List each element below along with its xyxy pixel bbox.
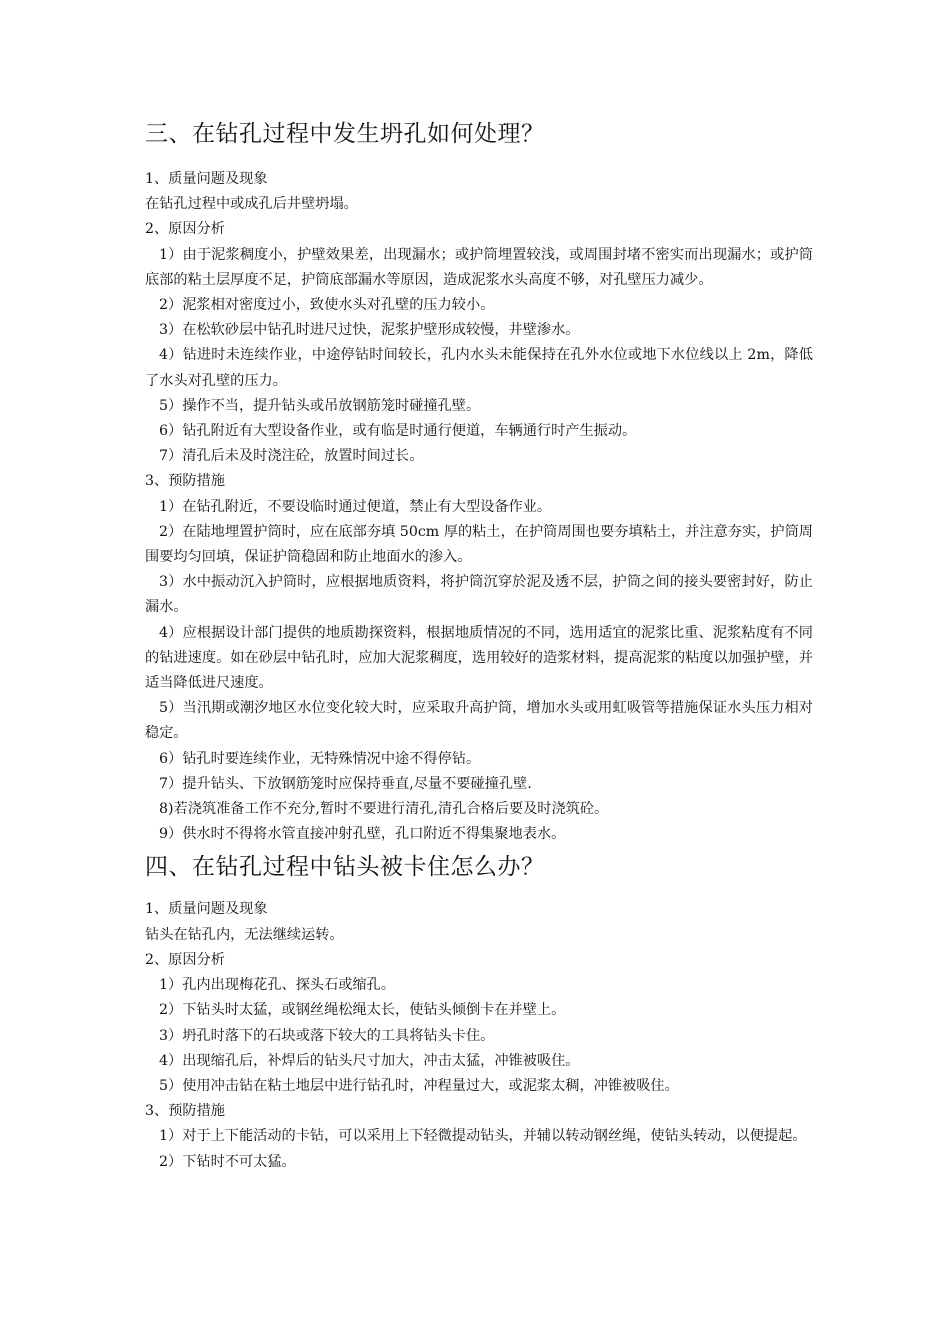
section4-subheading-causes: 2、原因分析 bbox=[145, 951, 225, 968]
section4-cause-item: 2）下钻头时太猛，或钢丝绳松绳太长，使钻头倾倒卡在并壁上。 bbox=[159, 1002, 566, 1019]
section3-measure-item: 2）在陆地埋置护筒时，应在底部夯填 50cm 厚的粘土，在护筒周围也要夯填粘土，并注意夯实，护筒周围要均匀回填，保证护筒稳固和防止地面水的渗入。 bbox=[145, 523, 813, 566]
section4-cause-item: 3）坍孔时落下的石块或落下较大的工具将钻头卡住。 bbox=[159, 1027, 495, 1044]
section3-measure-item: 8)若浇筑准备工作不充分,暂时不要进行清孔,清孔合格后要及时浇筑砼。 bbox=[159, 801, 609, 818]
document-body bbox=[145, 118, 813, 1175]
section3-measure-item: 3）水中振动沉入护筒时，应根据地质资料，将护筒沉穿於泥及透不层，护筒之间的接头要密封好，防止漏水。 bbox=[145, 574, 813, 616]
section4-subheading-phenomenon: 1、质量问题及现象 bbox=[145, 901, 268, 918]
section3-cause-item: 5）操作不当，提升钻头或吊放钢筋笼时碰撞孔壁。 bbox=[159, 397, 481, 414]
section3-cause-item: 3）在松软砂层中钻孔时进尺过快，泥浆护壁形成较慢，井壁渗水。 bbox=[159, 322, 580, 339]
section4-cause-item: 1）孔内出现梅花孔、探头石或缩孔。 bbox=[159, 977, 396, 994]
section3-measure-item: 4）应根据设计部门提供的地质勘探资料，根据地质情况的不同，选用适宜的泥浆比重、泥浆粘度有不同的钻进速度。如在砂层中钻孔时，应加大泥浆稠度，选用较好的造浆材料，提高泥浆的粘度以加强护壁，并适当降低进尺速度。 bbox=[145, 624, 813, 692]
section3-phenomenon-text: 在钻孔过程中或成孔后井壁坍塌。 bbox=[145, 196, 358, 213]
section3-cause-item: 6）钻孔附近有大型设备作业，或有临是时通行便道，车辆通行时产生振动。 bbox=[159, 423, 637, 440]
section4-cause-item: 4）出现缩孔后，补焊后的钻头尺寸加大，冲击太猛，冲锥被吸住。 bbox=[159, 1052, 580, 1069]
section3-cause-item: 7）清孔后未及时浇注砼，放置时间过长。 bbox=[159, 448, 424, 465]
section3-subheading-phenomenon: 1、质量问题及现象 bbox=[145, 171, 268, 187]
section3-measure-item: 7）提升钻头、下放钢筋笼时应保持垂直,尽量不要碰撞孔壁. bbox=[159, 775, 532, 792]
section4-measure-item: 2）下钻时不可太猛。 bbox=[159, 1153, 296, 1170]
section3-subheading-measures: 3、预防措施 bbox=[145, 473, 225, 490]
section3-title: 三、在钻孔过程中发生坍孔如何处理？ bbox=[145, 121, 545, 147]
section3-measure-item: 1）在钻孔附近，不要设临时通过便道，禁止有大型设备作业。 bbox=[159, 498, 552, 515]
section4-phenomenon-text: 钻头在钻孔内，无法继续运转。 bbox=[145, 926, 344, 943]
section3-measure-item: 5）当汛期或潮汐地区水位变化较大时，应采取升高护筒，增加水头或用虹吸管等措施保证水头压力相对稳定。 bbox=[145, 700, 813, 742]
section4-title: 四、在钻孔过程中钻头被卡住怎么办？ bbox=[145, 854, 545, 881]
section3-measure-item: 6）钻孔时要连续作业，无特殊情况中途不得停钻。 bbox=[159, 750, 481, 767]
section3-cause-item: 2）泥浆相对密度过小，致使水头对孔壁的压力较小。 bbox=[159, 297, 495, 314]
section3-cause-item: 1）由于泥浆稠度小，护壁效果差，出现漏水；或护筒埋置较浅，或周围封堵不密实而出现漏水；或护筒底部的粘土层厚度不足，护筒底部漏水等原因，造成泥浆水头高度不够，对孔壁压力减少。 bbox=[145, 246, 813, 288]
section3-cause-item: 4）钻进时未连续作业，中途停钻时间较长，孔内水头未能保持在孔外水位或地下水位线以上 2m，降低了水头对孔壁的压力。 bbox=[145, 347, 813, 389]
section3-measure-item: 9）供水时不得将水管直接冲射孔壁，孔口附近不得集聚地表水。 bbox=[159, 826, 566, 843]
section4-measure-item: 1）对于上下能活动的卡钻，可以采用上下轻微提动钻头，并辅以转动钢丝绳，使钻头转动，以便提起。 bbox=[159, 1128, 807, 1145]
section4-subheading-measures: 3、预防措施 bbox=[145, 1103, 225, 1120]
section4-cause-item: 5）使用冲击钻在粘土地层中进行钻孔时，冲程量过大，或泥浆太稠，冲锥被吸住。 bbox=[159, 1077, 679, 1094]
section3-subheading-causes: 2、原因分析 bbox=[145, 221, 225, 238]
